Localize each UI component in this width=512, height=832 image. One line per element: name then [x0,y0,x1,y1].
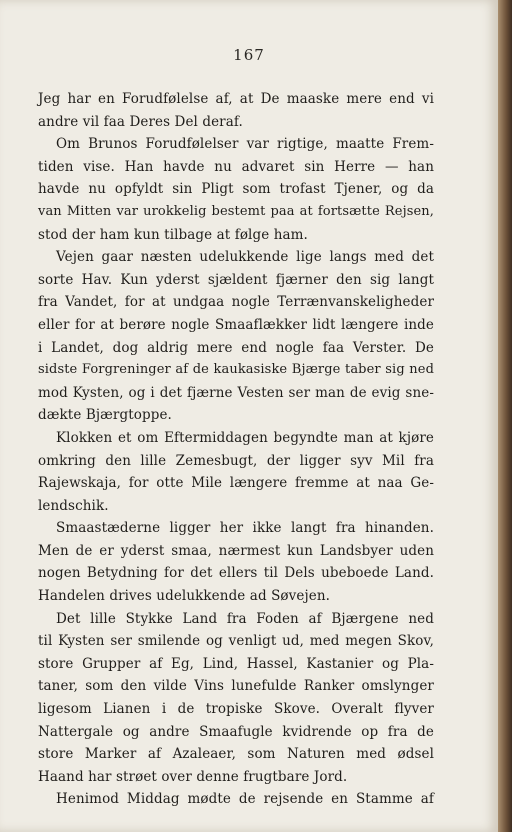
text-line: fra Vandet, for at undgaa nogle Terrænvanskeligheder [38,294,434,311]
text-line: lendschik. [38,497,109,514]
book-edge [498,0,512,832]
text-line: nogen Betydning for det ellers til Dels ubeboede Land. [38,565,434,582]
text-line: stod der ham kun tilbage at følge ham. [38,226,308,243]
text-line: dækte Bjærgtoppe. [38,407,172,424]
text-line: store Grupper af Eg, Lind, Hassel, Kastanier og Pla- [38,655,434,672]
text-line: Men de er yderst smaa, nærmest kun Landsbyer uden [38,542,434,559]
text-line: van Mitten var urokkelig bestemt paa at fortsætte Rejsen, [38,203,434,219]
text-line: Handelen drives udelukkende ad Søvejen. [38,588,331,605]
text-line: omkring den lille Zemesbugt, der ligger syv Mil fra [38,452,434,469]
body-text [38,88,434,811]
text-line: sorte Hav. Kun yderst sjældent fjærner den sig langt [38,271,434,288]
text-line: Klokken et om Eftermiddagen begyndte man at kjøre [56,429,434,446]
text-line: i Landet, dog aldrig mere end nogle faa Verster. De [38,339,434,356]
page-number: 167 [233,46,265,64]
text-line: Nattergale og andre Smaafugle kvidrende op fra de [38,723,434,740]
text-line: ligesom Lianen i de tropiske Skove. Overalt flyver [38,701,434,718]
text-line: havde nu opfyldt sin Pligt som trofast Tjener, og da [38,181,434,198]
text-line: sidste Forgreninger af de kaukasiske Bjærge taber sig ned [38,362,434,378]
text-line: eller for at berøre nogle Smaaflækker lidt længere inde [38,316,434,333]
text-line: Henimod Middag mødte de rejsende en Stamme af [56,791,434,808]
text-line: mod Kysten, og i det fjærne Vesten ser man de evig sne- [38,384,434,401]
text-line: taner, som den vilde Vins lunefulde Ranker omslynger [38,678,434,695]
text-line: Rajewskaja, for otte Mile længere fremme at naa Ge- [38,475,434,492]
text-line: til Kysten ser smilende og venligt ud, med megen Skov, [38,633,434,650]
text-line: andre vil faa Deres Del deraf. [38,113,243,130]
text-line: Jeg har en Forudfølelse af, at De maaske mere end vi [38,91,434,107]
text-line: Om Brunos Forudfølelser var rigtige, maatte Frem- [56,136,434,153]
text-line: store Marker af Azaleaer, som Naturen med ødsel [38,746,434,763]
text-line: Haand har strøet over denne frugtbare Jord. [38,768,348,785]
text-line: Smaastæderne ligger her ikke langt fra hinanden. [56,520,434,537]
text-line: tiden vise. Han havde nu advaret sin Herre — han [38,158,434,175]
text-line: Vejen gaar næsten udelukkende lige langs med det [56,249,434,266]
text-line: Det lille Stykke Land fra Foden af Bjærgene ned [56,610,434,627]
